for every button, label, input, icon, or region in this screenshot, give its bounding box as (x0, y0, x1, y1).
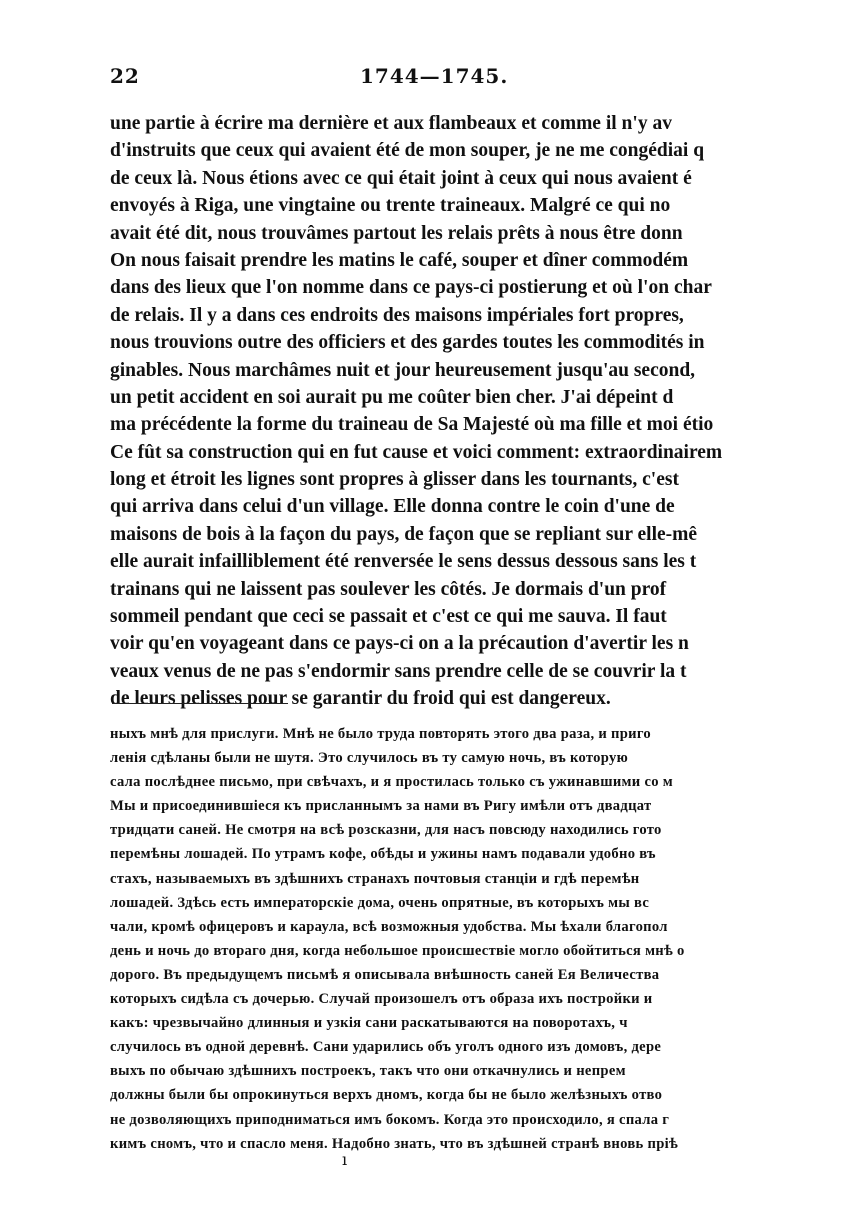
footnote-translation (110, 722, 843, 1156)
footnote-line: лошадей. Здѣсь есть императорскіе дома, очень опрятные, въ которыхъ мы вс (110, 894, 650, 911)
text-line: de leurs pelisses pour se garantir du froid qui est dangereux. (110, 688, 611, 710)
text-line: un petit accident en soi aurait pu me coûter bien cher. J'ai dépeint d (110, 386, 674, 408)
footnote-line: стахъ, называемыхъ въ здѣшнихъ странахъ почтовыя станціи и гдѣ перемѣн (110, 870, 640, 887)
footnote-line: тридцати саней. Не смотря на всѣ розсказни, для насъ повсюду находились гото (110, 822, 662, 839)
text-line: elle aurait infailliblement été renversée le sens dessus dessous sans les t (110, 551, 697, 573)
main-text (110, 110, 843, 713)
text-line: de ceux là. Nous étions avec ce qui était joint à ceux qui nous avaient é (110, 167, 692, 189)
footnote-line: кимъ сномъ, что и спасло меня. Надобно знать, что въ здѣшней странѣ вновь пріѣ (110, 1135, 679, 1152)
footnote-line: которыхъ сидѣла съ дочерью. Случай произошелъ отъ образа ихъ постройки и (110, 991, 653, 1008)
footnote-line: Мы и присоединившіеся къ присланнымъ за нами въ Ригу имѣли отъ двадцат (110, 798, 652, 815)
footnote-line: выхъ по обычаю здѣшнихъ построекъ, такъ что они откачнулись и непрем (110, 1063, 626, 1080)
text-line: qui arriva dans celui d'un village. Elle donna contre le coin d'une de (110, 496, 675, 518)
text-line: de relais. Il y a dans ces endroits des maisons impériales fort propres, (110, 304, 684, 326)
footnote-line: ленія сдѣланы были не шутя. Это случилось въ ту самую ночь, въ которую (110, 750, 629, 767)
footnote-line: какъ: чрезвычайно длинныя и узкія сани раскатываются на поворотахъ, ч (110, 1015, 628, 1032)
text-line: dans des lieux que l'on nomme dans ce pays-ci postierung et où l'on char (110, 277, 712, 299)
text-line: avait été dit, nous trouvâmes partout les relais prêts à nous être donn (110, 222, 683, 244)
running-title: 1744—1745. (360, 64, 509, 88)
footnote-line: случилось въ одной деревнѣ. Сани ударились объ уголъ одного изъ домовъ, дере (110, 1039, 662, 1056)
text-line: une partie à écrire ma dernière et aux flambeaux et comme il n'y av (110, 113, 672, 134)
text-line: d'instruits que ceux qui avaient été de mon souper, je ne me congédiai q (110, 140, 705, 162)
footnote-line: сала послѣднее письмо, при свѣчахъ, и я простилась только съ ужинавшими со м (110, 774, 674, 791)
footnote-line: чали, кромѣ офицеровъ и караула, всѣ возможныя удобства. Мы ѣхали благопол (110, 918, 668, 935)
page-header (110, 64, 843, 92)
text-line: ma précédente la forme du traineau de Sa Majesté où ma fille et moi étio (110, 414, 714, 436)
page-number: 22 (110, 64, 140, 88)
footnote-separator (112, 703, 288, 704)
footnote-line: должны были бы опрокинуться верхъ дномъ, когда бы не было желѣзныхъ отво (110, 1087, 663, 1104)
text-line: maisons de bois à la façon du pays, de façon que se repliant sur elle-mê (110, 523, 698, 545)
footnote-line: ныхъ мнѣ для прислуги. Мнѣ не было труда повторять этого два раза, и приго (110, 726, 652, 742)
bottom-mark: ı (342, 1150, 348, 1169)
text-line: veaux venus de ne pas s'endormir sans prendre celle de se couvrir la t (110, 660, 687, 682)
text-line: On nous faisait prendre les matins le café, souper et dîner commodém (110, 249, 689, 271)
footnote-line: не дозволяющихъ приподниматься имъ бокомъ. Когда это происходило, я спала г (110, 1111, 670, 1128)
text-line: voir qu'en voyageant dans ce pays-ci on a la précaution d'avertir les n (110, 633, 689, 655)
text-line: long et étroit les lignes sont propres à glisser dans les tournants, c'est (110, 469, 679, 491)
text-line: nous trouvions outre des officiers et des gardes toutes les commodités in (110, 332, 705, 354)
footnote-line: день и ночь до втораго дня, когда небольшое происшествіе могло обойтиться мнѣ о (110, 942, 685, 959)
footnote-line: перемѣны лошадей. По утрамъ кофе, обѣды и ужины намъ подавали удобно въ (110, 846, 656, 863)
text-line: sommeil pendant que ceci se passait et c'est ce qui me sauva. Il faut (110, 606, 667, 628)
text-line: envoyés à Riga, une vingtaine ou trente traineaux. Malgré ce qui no (110, 195, 671, 217)
text-line: trainans qui ne laissent pas soulever les côtés. Je dormais d'un prof (110, 578, 667, 600)
footnote-line: дорого. Въ предыдущемъ письмѣ я описывала внѣшность саней Ея Величества (110, 966, 660, 983)
text-line: ginables. Nous marchâmes nuit et jour heureusement jusqu'au second, (110, 359, 696, 381)
text-line: Ce fût sa construction qui en fut cause et voici comment: extraordinairem (110, 441, 723, 463)
